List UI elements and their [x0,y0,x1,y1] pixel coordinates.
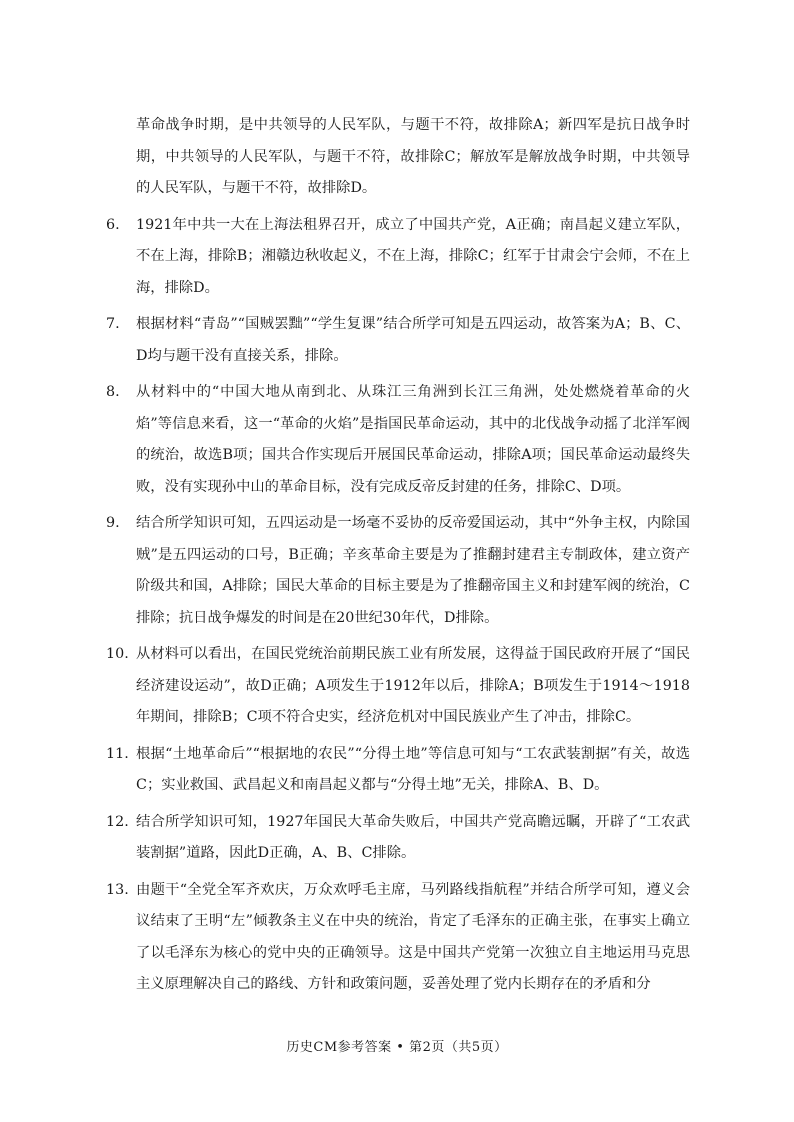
item-text: 1921年中共一大在上海法租界召开，成立了中国共产党，A正确；南昌起义建立军队，不在上海，排除B；湘赣边秋收起义，不在上海，排除C；红军于甘肃会宁会师，不在上海，排除D。 [136,216,690,296]
answer-item-13 [106,875,690,1001]
item-text: 结合所学知识可知，五四运动是一场毫不妥协的反帝爱国运动，其中“外争主权，内除国贼”是五四运动的口号，B正确；辛亥革命主要是为了推翻封建君主专制政体，建立资产阶级共和国，A排除；国民大革命的目标主要是为了推翻帝国主义和封建军阀的统治，C排除；抗日战争爆发的时间是在20世纪30年代，D排除。 [136,515,690,626]
continuation-paragraph: 革命战争时期，是中共领导的人民军队，与题干不符，故排除A；新四军是抗日战争时期，中共领导的人民军队，与题干不符，故排除C；解放军是解放战争时期，中共领导的人民军队，与题干不符，故排除D。 [136,117,690,196]
answer-item-10 [106,639,690,734]
answer-item-6 [106,210,690,305]
item-text: 从材料可以看出，在国民党统治前期民族工业有所发展，这得益于国民政府开展了“国民经济建设运动”，故D正确；A项发生于1912年以后，排除A；B项发生于1914～1918年期间，排除B；C项不符合史实，经济危机对中国民族业产生了冲击，排除C。 [136,646,690,725]
item-text: 结合所学知识可知，1927年国民大革命失败后，中国共产党高瞻远瞩，开辟了“工农武装割据”道路，因此D正确，A、B、C排除。 [136,813,690,861]
page-footer: 历史CM参考答案 • 第2页（共5页） [286,1040,508,1055]
answer-item-8 [106,377,690,503]
item-number: 10. [106,646,129,662]
item-number: 13. [106,881,129,898]
item-number: 8. [106,384,120,400]
item-text: 根据材料“青岛”“国贼罢黜”“学生复课”结合所学可知是五四运动，故答案为A；B、C、D均与题干没有直接关系，排除。 [136,316,690,364]
answer-item-11 [106,739,690,802]
answer-item-9 [106,508,690,634]
item-number: 12. [106,813,129,830]
answer-content [106,110,690,1006]
item-number: 9. [106,515,120,531]
item-number: 7. [106,316,120,332]
item-number: 6. [106,216,120,233]
item-text: 从材料中的“中国大地从南到北、从珠江三角洲到长江三角洲，处处燃烧着革命的火焰”等信息来看，这一“革命的火焰”是指国民革命运动，其中的北伐战争动摇了北洋军阀的统治，故选B项；国共合作实现后开展国民革命运动，排除A项；国民革命运动最终失败，没有实现孙中山的革命目标，没有完成反帝反封建的任务，排除C、D项。 [136,384,690,495]
answer-item-12 [106,807,690,870]
item-number: 11. [106,745,129,762]
answer-item-7 [106,309,690,372]
item-text: 由题干“全党全军齐欢庆，万众欢呼毛主席，马列路线指航程”并结合所学可知，遵义会议结束了王明“左”倾教条主义在中央的统治，肯定了毛泽东的正确主张，在事实上确立了以毛泽东为核心的党中央的正确领导。这是中国共产党第一次独立自主地运用马克思主义原理解决自己的路线、方针和政策问题，妥善处理了党内长期存在的矛盾和分 [136,881,690,992]
item-text: 根据“土地革命后”“根据地的农民”“分得土地”等信息可知与“工农武装割据”有关，故选C；实业救国、武昌起义和南昌起义都与“分得土地”无关，排除A、B、D。 [136,745,690,793]
